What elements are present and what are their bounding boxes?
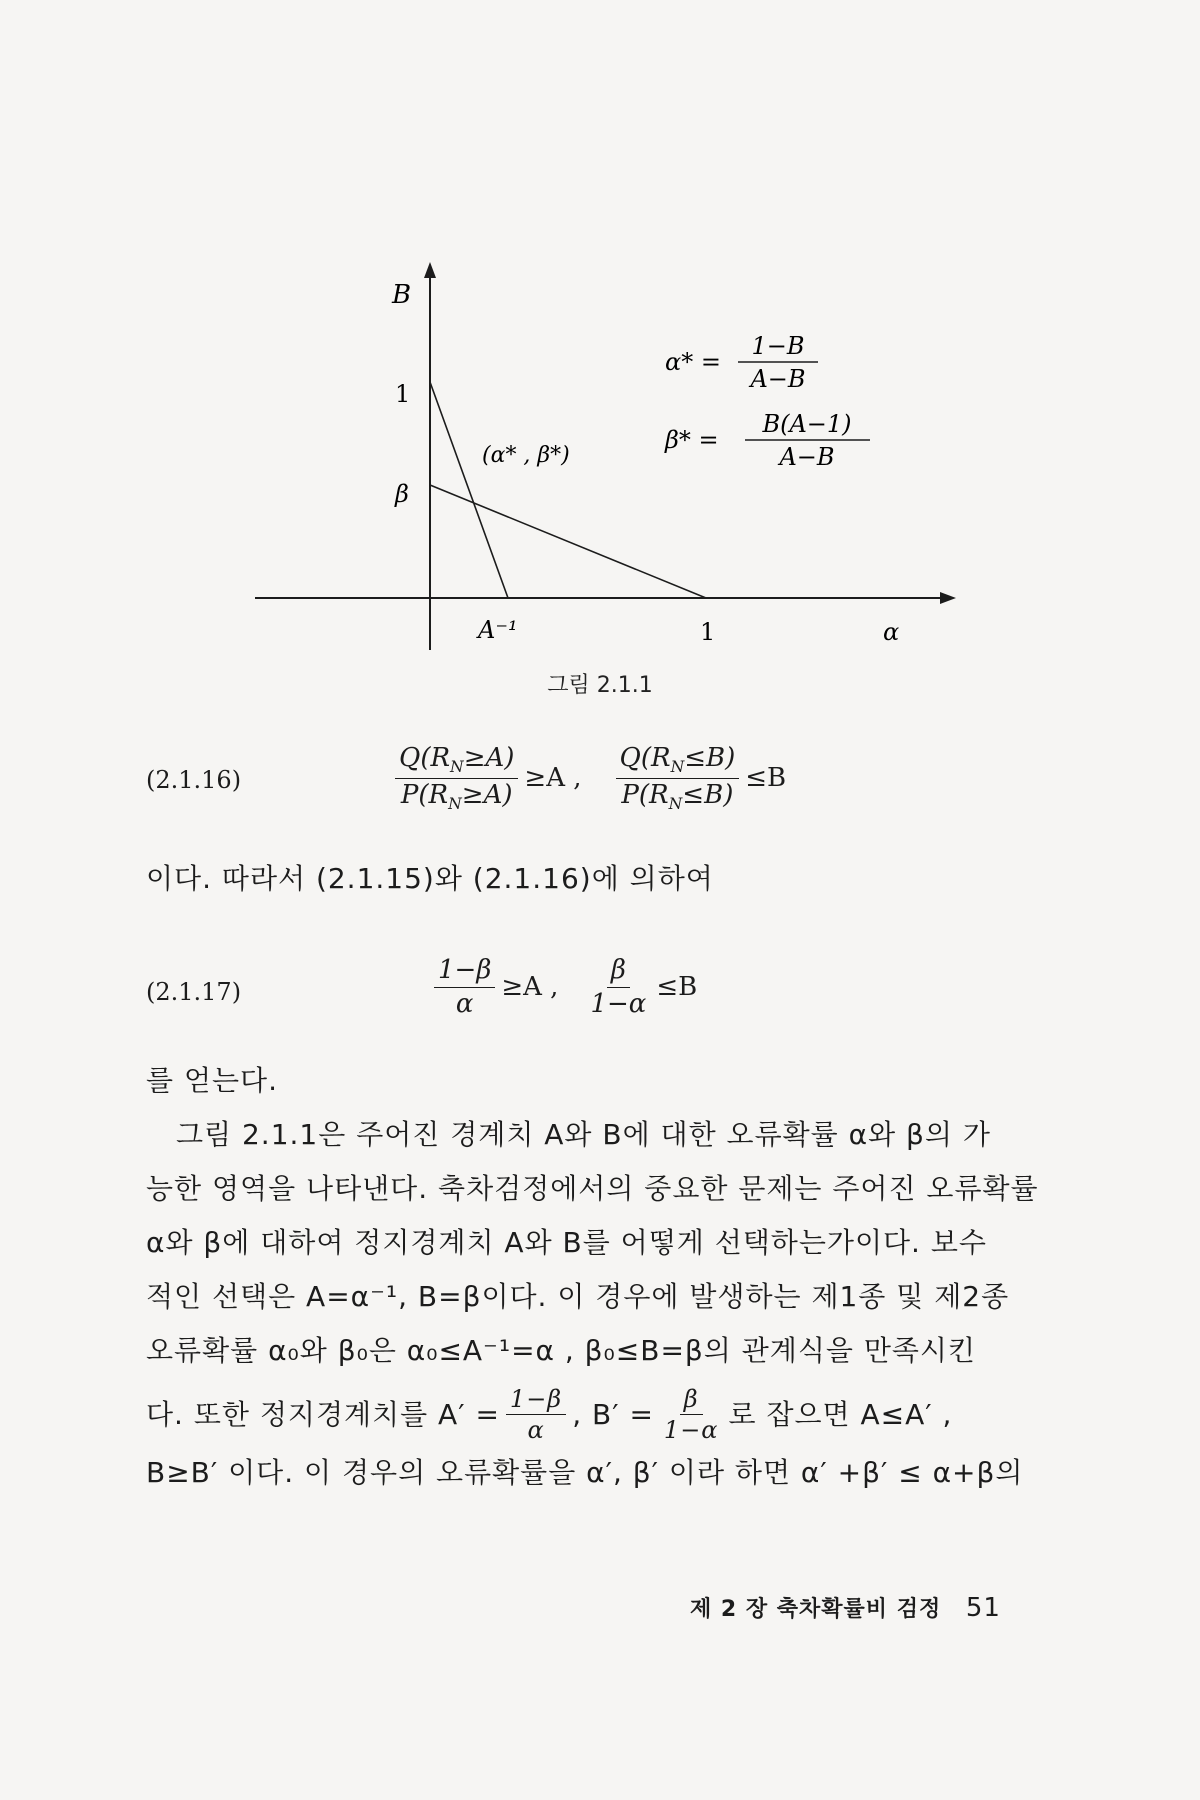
paragraph-line-5: 오류확률 α₀와 β₀은 α₀≤A⁻¹=α , β₀≤B=β의 관계식을 만족시킨 bbox=[146, 1334, 977, 1367]
line6-middle: , B′ = bbox=[572, 1397, 654, 1431]
eq17-frac2-numerator: β bbox=[607, 954, 630, 988]
eq17-fraction-1 bbox=[434, 954, 495, 1020]
paragraph-line-2: 능한 영역을 나타낸다. 축차검정에서의 중요한 문제는 주어진 오류확률 bbox=[146, 1172, 1039, 1205]
y-tick-1: 1 bbox=[395, 380, 411, 408]
page-footer bbox=[690, 1592, 1001, 1623]
eq16-frac1-denominator: $P(R_N\ge A)$ bbox=[400, 779, 513, 813]
y-tick-beta: β bbox=[395, 480, 409, 508]
eq17-frac1-numerator: 1−β bbox=[434, 954, 495, 988]
figure-caption: 그림 2.1.1 bbox=[547, 673, 653, 698]
text-line-after-2-1-17: 를 얻는다. bbox=[146, 1064, 278, 1097]
text-line-after-2-1-16: 이다. 따라서 (2.1.15)와 (2.1.16)에 의하여 bbox=[146, 862, 714, 895]
x-tick-a-inverse: A⁻¹ bbox=[478, 616, 518, 644]
eq16-frac1-numerator: $Q(R_N\ge A)$ bbox=[395, 742, 518, 779]
equation-2-1-16 bbox=[395, 742, 792, 814]
beta-star-lhs: β* = bbox=[665, 426, 719, 454]
figure-2-1-1 bbox=[0, 0, 1200, 700]
paragraph-line-3: α와 β에 대하여 정지경계치 A와 B를 어떻게 선택하는가이다. 보수 bbox=[146, 1226, 987, 1259]
eq16-relation-1: ≥A , bbox=[524, 763, 582, 794]
paragraph-line-1: 그림 2.1.1은 주어진 경계치 A와 B에 대한 오류확률 α와 β의 가 bbox=[176, 1118, 991, 1151]
line6-frac1-numerator: 1−β bbox=[506, 1384, 566, 1415]
intersection-point-label: (α* , β*) bbox=[482, 443, 570, 468]
paragraph-line-6 bbox=[146, 1384, 1046, 1445]
eq17-frac2-denominator: 1−α bbox=[590, 988, 647, 1019]
eq17-relation-2: ≤B bbox=[656, 972, 698, 1002]
eq17-frac1-denominator: α bbox=[455, 988, 474, 1019]
line6-fraction-b-prime bbox=[660, 1384, 723, 1445]
line6-frac2-denominator: 1−α bbox=[663, 1416, 719, 1444]
equation-2-1-17 bbox=[434, 954, 703, 1020]
alpha-star-numerator: 1−B bbox=[751, 332, 805, 360]
x-axis-arrow bbox=[940, 592, 956, 604]
line6-fraction-a-prime bbox=[506, 1384, 566, 1445]
eq16-frac2-numerator: $Q(R_N\le B)$ bbox=[616, 742, 740, 779]
beta-star-numerator: B(A−1) bbox=[762, 410, 852, 438]
line6-prefix: 다. 또한 정지경계치를 A′ = bbox=[146, 1397, 500, 1431]
paragraph-line-4: 적인 선택은 A=α⁻¹, B=β이다. 이 경우에 발생하는 제1종 및 제2종 bbox=[146, 1280, 1010, 1313]
page-number: 51 bbox=[965, 1593, 1001, 1623]
eq16-frac2-denominator: $P(R_N\le B)$ bbox=[621, 779, 734, 813]
eq16-fraction-1 bbox=[395, 742, 518, 814]
y-axis-arrow bbox=[424, 262, 436, 278]
eq17-fraction-2 bbox=[586, 954, 650, 1020]
line6-frac1-denominator: α bbox=[527, 1416, 545, 1444]
chapter-title: 제 2 장 축차확률비 검정 bbox=[690, 1597, 942, 1622]
line6-suffix: 로 잡으면 A≤A′ , bbox=[728, 1397, 953, 1431]
equation-number-2-1-17: (2.1.17) bbox=[146, 978, 242, 1006]
eq16-fraction-2 bbox=[616, 742, 740, 814]
x-tick-1: 1 bbox=[700, 618, 716, 646]
eq16-relation-2: ≤B bbox=[745, 763, 787, 794]
y-axis-label: B bbox=[392, 280, 412, 310]
x-axis-label: α bbox=[883, 618, 900, 646]
paragraph-line-7: B≥B′ 이다. 이 경우의 오류확률을 α′, β′ 이라 하면 α′ +β′ ≤ α+β의 bbox=[146, 1456, 1024, 1489]
alpha-star-lhs: α* = bbox=[665, 348, 721, 376]
boundary-line-beta bbox=[430, 485, 706, 598]
eq17-relation-1: ≥A , bbox=[501, 972, 559, 1002]
beta-star-denominator: A−B bbox=[779, 443, 835, 471]
alpha-star-denominator: A−B bbox=[750, 365, 806, 393]
equation-number-2-1-16: (2.1.16) bbox=[146, 766, 242, 794]
line6-frac2-numerator: β bbox=[680, 1384, 703, 1415]
